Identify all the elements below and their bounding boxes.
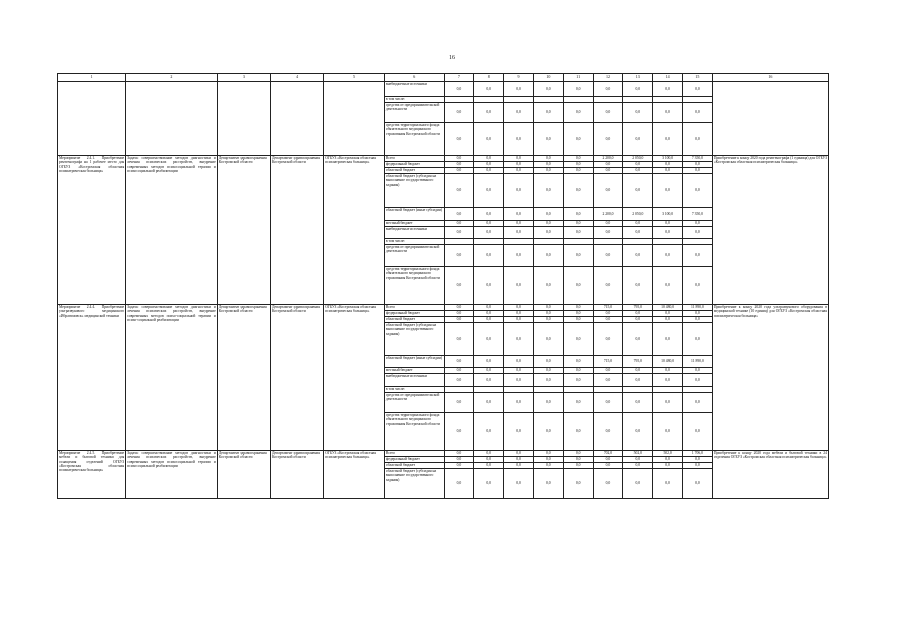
amount-cell: 2 200,0 xyxy=(593,208,623,221)
amount-cell: 0,0 xyxy=(683,413,713,451)
column-number: 13 xyxy=(623,74,653,82)
column-number: 8 xyxy=(474,74,504,82)
measure-executor: Департамент здравоохранения Костромской области xyxy=(270,156,323,305)
amount-cell: 0,0 xyxy=(563,208,593,221)
amount-cell: 0,0 xyxy=(653,82,683,97)
amount-cell: 0,0 xyxy=(593,123,623,156)
amount-cell: 0,0 xyxy=(563,267,593,305)
measure-task: Задача: совершенствование методов диагностики и лечения психических расстройств, внедрение современных методов психосоциальной терапии и психосоциальной реабилитации xyxy=(126,156,218,305)
amount-cell: 0,0 xyxy=(474,393,504,413)
amount-cell: 0,0 xyxy=(504,317,534,323)
amount-cell: 0,0 xyxy=(444,168,474,174)
amount-cell: 0,0 xyxy=(504,413,534,451)
amount-cell: 0,0 xyxy=(623,323,653,356)
amount-cell: 0,0 xyxy=(593,368,623,374)
amount-cell: 0,0 xyxy=(444,123,474,156)
amount-cell: 0,0 xyxy=(533,323,563,356)
amount-cell: 0,0 xyxy=(444,356,474,368)
amount-cell: 0,0 xyxy=(563,227,593,239)
funding-source: в том числе: xyxy=(384,387,444,393)
amount-cell: 0,0 xyxy=(444,208,474,221)
amount-cell: 0,0 xyxy=(444,174,474,208)
amount-cell: 0,0 xyxy=(474,469,504,499)
amount-cell: 0,0 xyxy=(533,469,563,499)
result-cell xyxy=(712,82,828,156)
amount-cell: 0,0 xyxy=(593,103,623,123)
amount-cell: 0,0 xyxy=(593,227,623,239)
amount-cell: 0,0 xyxy=(563,245,593,267)
funding-source: средства от предпринимательской деятельности xyxy=(384,393,444,413)
amount-cell: 715,0 xyxy=(593,305,623,311)
task-cell xyxy=(126,82,218,156)
funding-source: федеральный бюджет xyxy=(384,162,444,168)
amount-cell: 0,0 xyxy=(444,221,474,227)
amount-cell: 0,0 xyxy=(533,305,563,311)
amount-cell: 0,0 xyxy=(563,469,593,499)
amount-cell: 0,0 xyxy=(444,451,474,457)
amount-cell: 0,0 xyxy=(504,208,534,221)
amount-cell: 0,0 xyxy=(593,317,623,323)
amount-cell: 0,0 xyxy=(653,245,683,267)
amount-cell: 0,0 xyxy=(683,103,713,123)
column-number: 12 xyxy=(593,74,623,82)
participant-cell xyxy=(324,82,385,156)
amount-cell: 0,0 xyxy=(444,82,474,97)
amount-cell: 0,0 xyxy=(563,368,593,374)
amount-cell: 0,0 xyxy=(593,413,623,451)
amount-cell: 0,0 xyxy=(623,221,653,227)
amount-cell: 0,0 xyxy=(683,393,713,413)
amount-cell: 3 100,0 xyxy=(653,156,683,162)
funding-source: областной бюджет xyxy=(384,317,444,323)
amount-cell: 0,0 xyxy=(653,227,683,239)
amount-cell: 0,0 xyxy=(444,311,474,317)
amount-cell: 0,0 xyxy=(474,103,504,123)
amount-cell: 0,0 xyxy=(504,82,534,97)
amount-cell: 0,0 xyxy=(533,393,563,413)
amount-cell: 0,0 xyxy=(533,227,563,239)
amount-cell: 0,0 xyxy=(623,368,653,374)
funding-source: федеральный бюджет xyxy=(384,311,444,317)
amount-cell: 0,0 xyxy=(504,174,534,208)
measure-name-cell xyxy=(58,82,126,156)
funding-source: областной бюджет (иные субсидии) xyxy=(384,208,444,221)
amount-cell: 0,0 xyxy=(593,469,623,499)
amount-cell: 702,0 xyxy=(593,451,623,457)
column-number: 1 xyxy=(58,74,126,82)
amount-cell: 0,0 xyxy=(504,156,534,162)
amount-cell: 0,0 xyxy=(474,305,504,311)
amount-cell: 0,0 xyxy=(593,168,623,174)
amount-cell: 0,0 xyxy=(563,451,593,457)
funding-source: Всего xyxy=(384,305,444,311)
measure-executor: Департамент здравоохранения Костромской области xyxy=(270,305,323,451)
column-number: 4 xyxy=(270,74,323,82)
funding-source: областной бюджет (субсидия на выполнение государственного задания) xyxy=(384,323,444,356)
amount-cell: 0,0 xyxy=(474,267,504,305)
amount-cell: 0,0 xyxy=(653,469,683,499)
amount-cell: 0,0 xyxy=(474,368,504,374)
amount-cell: 0,0 xyxy=(683,162,713,168)
funding-source: внебюджетные источники xyxy=(384,82,444,97)
amount-cell: 0,0 xyxy=(533,162,563,168)
amount-cell: 0,0 xyxy=(653,168,683,174)
amount-cell: 0,0 xyxy=(504,305,534,311)
amount-cell: 0,0 xyxy=(653,323,683,356)
amount-cell: 0,0 xyxy=(683,123,713,156)
amount-cell: 0,0 xyxy=(474,374,504,387)
funding-source: местный бюджет xyxy=(384,221,444,227)
amount-cell: 0,0 xyxy=(504,311,534,317)
amount-cell: 0,0 xyxy=(533,311,563,317)
amount-cell: 0,0 xyxy=(653,317,683,323)
amount-cell: 0,0 xyxy=(563,305,593,311)
column-number: 2 xyxy=(126,74,218,82)
funding-source: областной бюджет xyxy=(384,168,444,174)
amount-cell: 0,0 xyxy=(653,393,683,413)
amount-cell: 0,0 xyxy=(504,457,534,463)
measure-name: Мероприятие 2.4.5. Приобретение мебели и бытовой техники для оснащения отделений ОГБУЗ «Костромская областная психиатрическая больница» xyxy=(58,451,126,499)
amount-cell: 0,0 xyxy=(653,463,683,469)
amount-cell: 0,0 xyxy=(444,267,474,305)
amount-cell: 0,0 xyxy=(504,368,534,374)
amount-cell: 0,0 xyxy=(474,221,504,227)
column-number: 16 xyxy=(712,74,828,82)
table-row xyxy=(58,82,829,97)
amount-cell: 0,0 xyxy=(444,317,474,323)
amount-cell: 0,0 xyxy=(474,162,504,168)
amount-cell: 0,0 xyxy=(683,323,713,356)
measure-name: Мероприятие 2.4.1. Приобретение рентгенографа на 1 рабочее место для ОГБУЗ «Костромская областная психиатрическая больница» xyxy=(58,156,126,305)
amount-cell: 0,0 xyxy=(683,311,713,317)
amount-cell: 0,0 xyxy=(444,162,474,168)
amount-cell: 0,0 xyxy=(474,123,504,156)
funding-source: средства территориального фонда обязательного медицинского страхования Костромской области xyxy=(384,413,444,451)
funding-source: в том числе: xyxy=(384,239,444,245)
amount-cell: 0,0 xyxy=(444,227,474,239)
amount-cell: 0,0 xyxy=(444,368,474,374)
amount-cell: 0,0 xyxy=(563,221,593,227)
funding-source: средства территориального фонда обязательного медицинского страхования Костромской области xyxy=(384,267,444,305)
measure-coordinator: Департамент здравоохранения Костромской области xyxy=(217,305,270,451)
amount-cell: 0,0 xyxy=(683,168,713,174)
amount-cell: 0,0 xyxy=(444,393,474,413)
amount-cell: 0,0 xyxy=(504,374,534,387)
amount-cell: 0,0 xyxy=(563,168,593,174)
funding-source: внебюджетные источники xyxy=(384,374,444,387)
amount-cell: 0,0 xyxy=(504,168,534,174)
amount-cell: 0,0 xyxy=(653,374,683,387)
amount-cell: 0,0 xyxy=(653,311,683,317)
measure-participant: ОГБУЗ «Костромская областная психиатрическая больница» xyxy=(324,305,385,451)
amount-cell: 0,0 xyxy=(533,168,563,174)
amount-cell: 1 706,0 xyxy=(683,451,713,457)
amount-cell: 0,0 xyxy=(474,356,504,368)
amount-cell: 0,0 xyxy=(623,374,653,387)
amount-cell: 0,0 xyxy=(533,451,563,457)
amount-cell: 0,0 xyxy=(533,82,563,97)
amount-cell: 7 350,0 xyxy=(683,208,713,221)
amount-cell: 0,0 xyxy=(504,103,534,123)
column-number: 14 xyxy=(653,74,683,82)
amount-cell: 0,0 xyxy=(444,245,474,267)
amount-cell: 0,0 xyxy=(444,374,474,387)
amount-cell: 10 480,0 xyxy=(653,305,683,311)
page-number: 16 xyxy=(449,55,455,61)
funding-source: средства от предпринимательской деятельности xyxy=(384,103,444,123)
amount-cell: 0,0 xyxy=(444,413,474,451)
amount-cell: 0,0 xyxy=(653,174,683,208)
amount-cell: 0,0 xyxy=(593,267,623,305)
amount-cell: 0,0 xyxy=(533,413,563,451)
amount-cell: 0,0 xyxy=(504,227,534,239)
amount-cell: 0,0 xyxy=(623,227,653,239)
amount-cell: 0,0 xyxy=(653,103,683,123)
amount-cell: 0,0 xyxy=(653,123,683,156)
amount-cell: 0,0 xyxy=(563,311,593,317)
amount-cell: 0,0 xyxy=(533,208,563,221)
column-number: 10 xyxy=(533,74,563,82)
amount-cell: 0,0 xyxy=(474,463,504,469)
amount-cell: 0,0 xyxy=(504,162,534,168)
amount-cell: 0,0 xyxy=(533,245,563,267)
amount-cell: 0,0 xyxy=(563,323,593,356)
measure-task: Задача: совершенствование методов диагностики и лечения психических расстройств, внедрение современных методов психо-социальной терапии и психо-социальной реабилитации xyxy=(126,305,218,451)
amount-cell: 0,0 xyxy=(593,221,623,227)
amount-cell: 3 100,0 xyxy=(653,208,683,221)
amount-cell: 0,0 xyxy=(593,311,623,317)
amount-cell: 0,0 xyxy=(593,245,623,267)
amount-cell: 2 200,0 xyxy=(593,156,623,162)
program-measures-table xyxy=(57,73,829,499)
amount-cell: 0,0 xyxy=(623,82,653,97)
amount-cell: 0,0 xyxy=(683,457,713,463)
amount-cell: 0,0 xyxy=(563,156,593,162)
amount-cell: 0,0 xyxy=(563,413,593,451)
amount-cell: 0,0 xyxy=(474,457,504,463)
amount-cell: 0,0 xyxy=(474,168,504,174)
amount-cell: 0,0 xyxy=(504,323,534,356)
amount-cell: 0,0 xyxy=(533,457,563,463)
amount-cell: 0,0 xyxy=(683,82,713,97)
column-number: 6 xyxy=(384,74,444,82)
amount-cell: 0,0 xyxy=(504,356,534,368)
amount-cell: 0,0 xyxy=(444,469,474,499)
amount-cell: 0,0 xyxy=(623,469,653,499)
amount-cell: 0,0 xyxy=(504,451,534,457)
column-number: 7 xyxy=(444,74,474,82)
amount-cell: 0,0 xyxy=(474,156,504,162)
amount-cell: 0,0 xyxy=(683,174,713,208)
amount-cell: 0,0 xyxy=(623,311,653,317)
amount-cell: 0,0 xyxy=(533,156,563,162)
column-number: 11 xyxy=(563,74,593,82)
funding-source: областной бюджет (субсидия на выполнение государственного задания) xyxy=(384,469,444,499)
amount-cell: 502,0 xyxy=(653,451,683,457)
amount-cell: 0,0 xyxy=(444,463,474,469)
column-number: 9 xyxy=(504,74,534,82)
amount-cell: 0,0 xyxy=(504,123,534,156)
amount-cell: 0,0 xyxy=(563,103,593,123)
amount-cell: 795,0 xyxy=(623,356,653,368)
amount-cell: 0,0 xyxy=(533,221,563,227)
funding-source: областной бюджет (иные субсидии) xyxy=(384,356,444,368)
amount-cell: 0,0 xyxy=(683,469,713,499)
amount-cell: 0,0 xyxy=(653,221,683,227)
amount-cell: 0,0 xyxy=(563,463,593,469)
amount-cell: 0,0 xyxy=(623,393,653,413)
amount-cell: 0,0 xyxy=(653,413,683,451)
funding-source: местный бюджет xyxy=(384,368,444,374)
coordinator-cell xyxy=(217,82,270,156)
amount-cell: 0,0 xyxy=(683,227,713,239)
amount-cell: 0,0 xyxy=(474,413,504,451)
amount-cell: 0,0 xyxy=(504,221,534,227)
amount-cell: 0,0 xyxy=(444,305,474,311)
executor-cell xyxy=(270,82,323,156)
amount-cell: 0,0 xyxy=(474,317,504,323)
amount-cell: 2 050,0 xyxy=(623,156,653,162)
amount-cell: 0,0 xyxy=(474,208,504,221)
amount-cell: 0,0 xyxy=(623,245,653,267)
amount-cell: 0,0 xyxy=(563,162,593,168)
funding-source: средства территориального фонда обязательного медицинского страхования Костромской области xyxy=(384,123,444,156)
amount-cell: 0,0 xyxy=(653,267,683,305)
amount-cell: 502,0 xyxy=(623,451,653,457)
amount-cell: 715,0 xyxy=(593,356,623,368)
amount-cell: 0,0 xyxy=(474,174,504,208)
amount-cell: 0,0 xyxy=(474,227,504,239)
amount-cell: 0,0 xyxy=(623,174,653,208)
amount-cell: 0,0 xyxy=(623,317,653,323)
funding-source: федеральный бюджет xyxy=(384,457,444,463)
column-number: 15 xyxy=(683,74,713,82)
amount-cell: 0,0 xyxy=(533,368,563,374)
measure-result: Приобретение к концу 2020 года мебели и бытовой техники в 24 отделения ОГБУЗ «Костромская областная психиатрическая больница» xyxy=(712,451,828,499)
amount-cell: 0,0 xyxy=(474,245,504,267)
amount-cell: 0,0 xyxy=(504,463,534,469)
funding-source: Всего xyxy=(384,156,444,162)
amount-cell: 0,0 xyxy=(533,267,563,305)
amount-cell: 0,0 xyxy=(444,103,474,123)
amount-cell: 0,0 xyxy=(623,267,653,305)
amount-cell: 0,0 xyxy=(563,174,593,208)
amount-cell: 0,0 xyxy=(504,267,534,305)
amount-cell: 0,0 xyxy=(444,323,474,356)
amount-cell: 0,0 xyxy=(623,123,653,156)
amount-cell: 0,0 xyxy=(563,374,593,387)
amount-cell: 0,0 xyxy=(474,323,504,356)
amount-cell: 795,0 xyxy=(623,305,653,311)
measure-coordinator: Департамент здравоохранения Костромской области xyxy=(217,451,270,499)
amount-cell: 0,0 xyxy=(653,368,683,374)
amount-cell: 0,0 xyxy=(623,162,653,168)
amount-cell: 10 480,0 xyxy=(653,356,683,368)
funding-source: в том числе: xyxy=(384,97,444,103)
amount-cell: 0,0 xyxy=(623,103,653,123)
amount-cell: 0,0 xyxy=(593,463,623,469)
column-number: 5 xyxy=(324,74,385,82)
funding-source: областной бюджет (субсидия на выполнение государственного задания) xyxy=(384,174,444,208)
amount-cell: 0,0 xyxy=(593,82,623,97)
funding-source: Всего xyxy=(384,451,444,457)
amount-cell: 0,0 xyxy=(533,317,563,323)
amount-cell: 0,0 xyxy=(653,162,683,168)
amount-cell: 0,0 xyxy=(623,463,653,469)
amount-cell: 0,0 xyxy=(533,374,563,387)
measure-task: Задача: совершенствование методов диагностики и лечения психических расстройств, внедрение современных методов психосоциальной терапии и психосоциальной реабилитации xyxy=(126,451,218,499)
column-number-row xyxy=(58,74,829,82)
amount-cell: 0,0 xyxy=(444,156,474,162)
amount-cell: 0,0 xyxy=(683,221,713,227)
measure-result: Приобретение к концу 2020 года ультразвукового оборудования в медицинской технике (10 единиц) для ОГБУЗ «Костромская областная психиатрическая больница» xyxy=(712,305,828,451)
amount-cell: 0,0 xyxy=(533,356,563,368)
amount-cell: 0,0 xyxy=(474,82,504,97)
measure-result: Приобретение к концу 2020 года рентгенографа (1 единица) для ОГБУЗ «Костромская областная психиатрическая больница» xyxy=(712,156,828,305)
amount-cell: 0,0 xyxy=(593,374,623,387)
amount-cell: 0,0 xyxy=(683,368,713,374)
measure-name: Мероприятие 2.4.4. Приобретение ультразвукового медицинского «Ибрагимовск» медицинской техники xyxy=(58,305,126,451)
amount-cell: 0,0 xyxy=(444,457,474,463)
amount-cell: 0,0 xyxy=(593,174,623,208)
amount-cell: 2 050,0 xyxy=(623,208,653,221)
amount-cell: 0,0 xyxy=(533,463,563,469)
amount-cell: 0,0 xyxy=(683,267,713,305)
funding-source: внебюджетные источники xyxy=(384,227,444,239)
measure-participant: ОГБУЗ «Костромская областная психиатрическая больница» xyxy=(324,451,385,499)
amount-cell: 0,0 xyxy=(563,457,593,463)
amount-cell: 0,0 xyxy=(563,393,593,413)
amount-cell: 0,0 xyxy=(504,469,534,499)
amount-cell: 11 890,0 xyxy=(683,305,713,311)
amount-cell: 0,0 xyxy=(533,103,563,123)
amount-cell: 0,0 xyxy=(623,457,653,463)
amount-cell: 0,0 xyxy=(533,123,563,156)
amount-cell: 0,0 xyxy=(593,162,623,168)
amount-cell: 11 890,0 xyxy=(683,356,713,368)
amount-cell: 0,0 xyxy=(504,393,534,413)
amount-cell: 0,0 xyxy=(593,323,623,356)
amount-cell: 0,0 xyxy=(683,463,713,469)
amount-cell: 0,0 xyxy=(474,311,504,317)
amount-cell: 0,0 xyxy=(563,123,593,156)
measure-participant: ОГБУЗ «Костромская областная психиатрическая больница» xyxy=(324,156,385,305)
amount-cell: 0,0 xyxy=(623,168,653,174)
amount-cell: 0,0 xyxy=(474,451,504,457)
amount-cell: 0,0 xyxy=(653,457,683,463)
amount-cell: 0,0 xyxy=(563,317,593,323)
amount-cell: 0,0 xyxy=(683,245,713,267)
amount-cell: 0,0 xyxy=(563,356,593,368)
amount-cell: 0,0 xyxy=(593,393,623,413)
amount-cell: 0,0 xyxy=(683,317,713,323)
measure-coordinator: Департамент здравоохранения Костромской области xyxy=(217,156,270,305)
column-number: 3 xyxy=(217,74,270,82)
amount-cell: 0,0 xyxy=(533,174,563,208)
funding-source: областной бюджет xyxy=(384,463,444,469)
measure-executor: Департамент здравоохранения Костромской области xyxy=(270,451,323,499)
amount-cell: 0,0 xyxy=(593,457,623,463)
amount-cell: 0,0 xyxy=(563,82,593,97)
amount-cell: 0,0 xyxy=(504,245,534,267)
amount-cell: 0,0 xyxy=(683,374,713,387)
amount-cell: 0,0 xyxy=(623,413,653,451)
amount-cell: 7 350,0 xyxy=(683,156,713,162)
funding-source: средства от предпринимательской деятельности xyxy=(384,245,444,267)
